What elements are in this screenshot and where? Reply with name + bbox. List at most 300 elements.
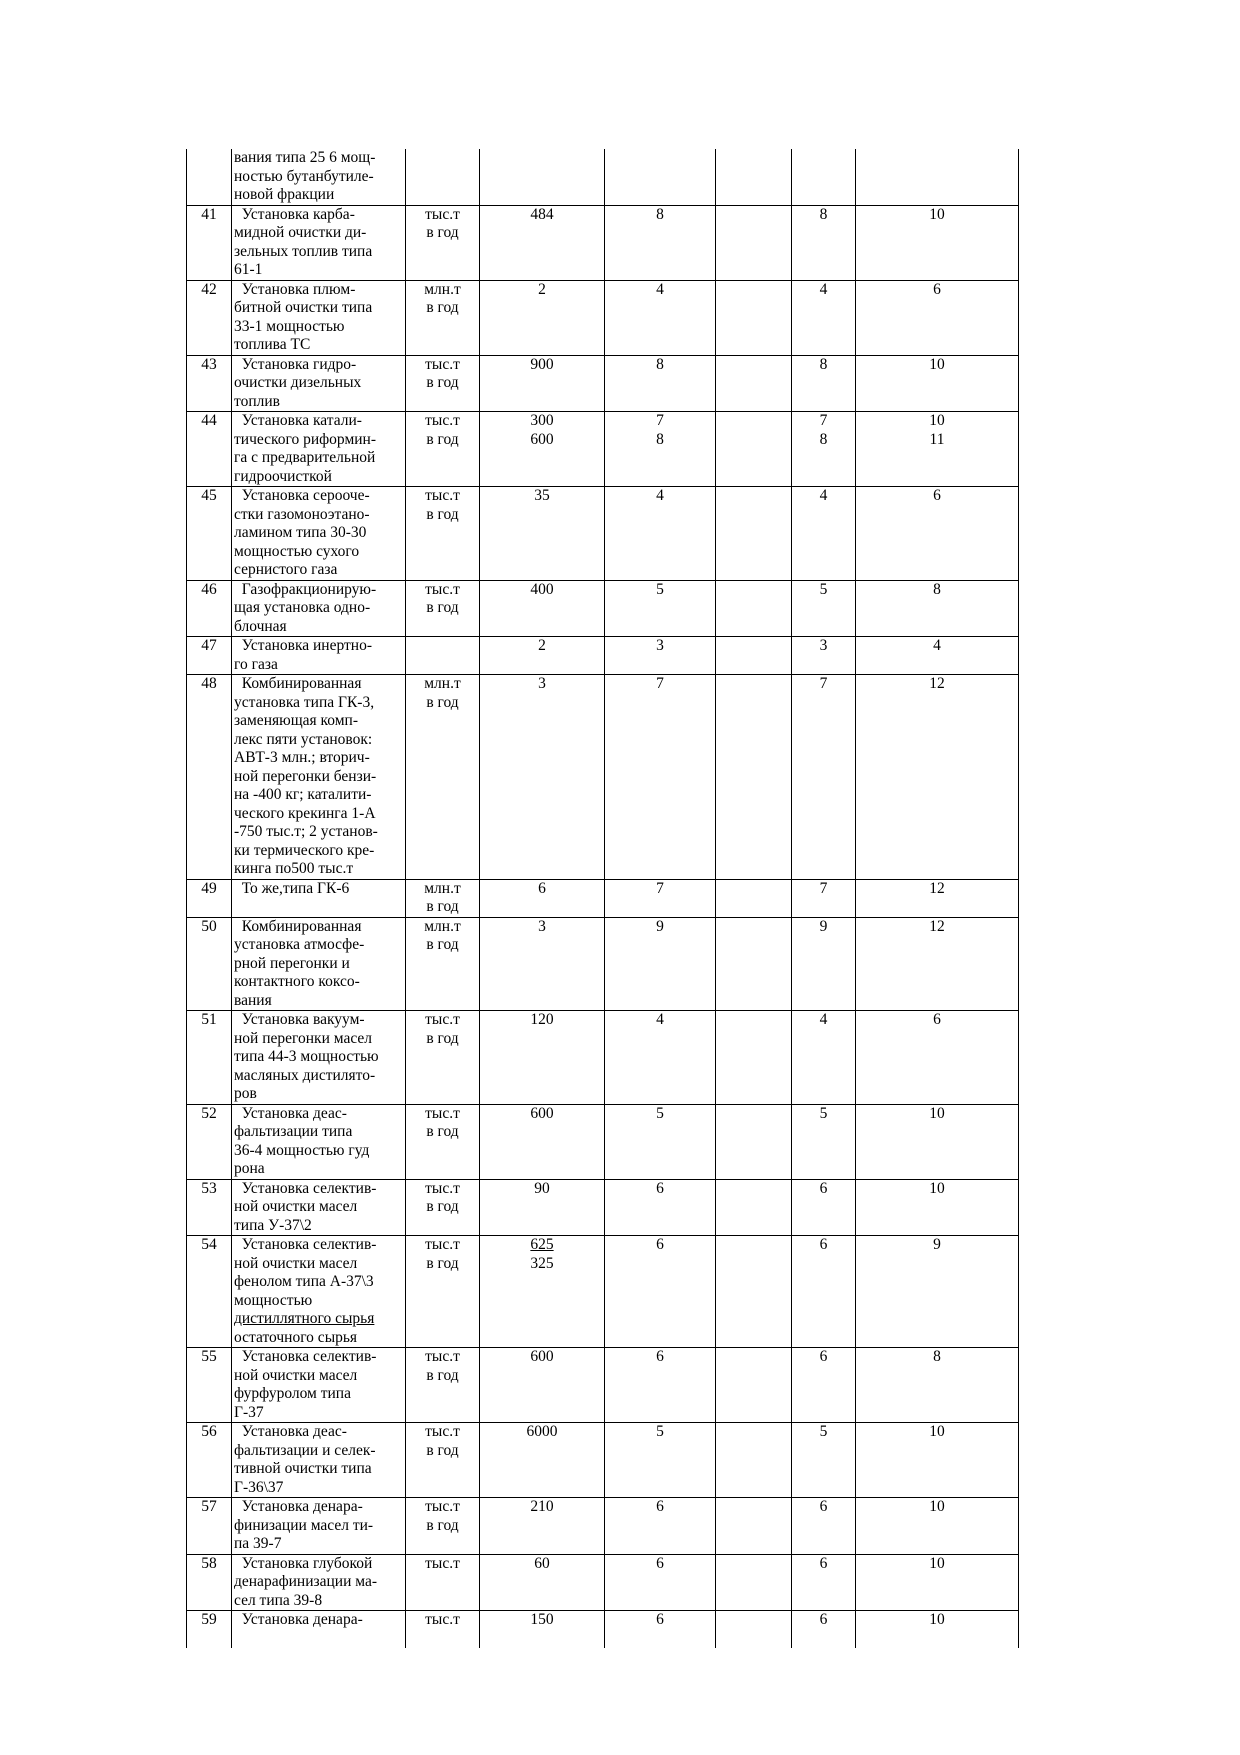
row-number <box>187 412 232 487</box>
value-col-6 <box>792 1011 856 1105</box>
value-col-7-line: 8 <box>933 580 941 598</box>
capacity-cell-line: 600 <box>530 1104 554 1122</box>
value-col-7 <box>856 1236 1019 1348</box>
value-col-4 <box>605 580 716 637</box>
table-row <box>187 1348 1019 1423</box>
value-col-7 <box>856 637 1019 675</box>
value-col-4 <box>605 1236 716 1348</box>
value-col-5-line <box>718 637 789 656</box>
value-col-4-line: 6 <box>656 1554 664 1572</box>
row-number <box>187 917 232 1011</box>
unit-cell-line: тыс.т <box>425 1611 460 1628</box>
value-col-4-line: 7 <box>656 675 664 692</box>
equipment-name-line: Установка плюм- <box>234 280 356 298</box>
unit-cell <box>406 1554 480 1611</box>
value-col-6-line <box>794 149 853 168</box>
value-col-6 <box>792 280 856 355</box>
table-row <box>187 1423 1019 1498</box>
capacity-cell <box>480 637 605 675</box>
equipment-name-line: Комбинированная <box>234 917 362 935</box>
equipment-name-line: АВТ-3 млн.; вторич- <box>234 749 370 766</box>
unit-cell-line <box>408 149 477 168</box>
row-number <box>187 1348 232 1423</box>
table-row <box>187 580 1019 637</box>
equipment-name-line: тивной очистки типа <box>234 1460 372 1477</box>
unit-cell <box>406 280 480 355</box>
value-col-5-line <box>718 356 789 375</box>
equipment-name-line: новой фракции <box>234 186 335 203</box>
equipment-name-line: типа У-37\2 <box>234 1216 312 1234</box>
equipment-name <box>232 580 406 637</box>
equipment-name-line: ной очистки масел <box>234 1198 358 1215</box>
value-col-6-line: 7 <box>819 675 828 692</box>
value-col-4 <box>605 1611 716 1649</box>
capacity-cell-line: 120 <box>530 1011 554 1028</box>
equipment-name-line: 33-1 мощностью <box>234 317 345 335</box>
value-col-7-line: 10 <box>929 1554 945 1572</box>
value-col-4 <box>605 1498 716 1555</box>
value-col-7 <box>856 1179 1019 1236</box>
value-col-4 <box>605 675 716 880</box>
equipment-name-line: вания <box>234 991 272 1009</box>
equipment-name <box>232 637 406 675</box>
value-col-6-line: 6 <box>819 1554 828 1572</box>
equipment-name-line: ров <box>234 1085 257 1102</box>
value-col-7-line: 12 <box>929 917 945 935</box>
equipment-name-line: сел типа 39-8 <box>234 1591 323 1609</box>
equipment-name-line: га с предварительной <box>234 449 376 466</box>
capacity-cell-line: 400 <box>530 580 554 598</box>
equipment-name-line: щая установка одно- <box>234 599 371 616</box>
equipment-name-line: 61-1 <box>234 261 263 278</box>
value-col-7 <box>856 580 1019 637</box>
value-col-4 <box>605 1348 716 1423</box>
value-col-5-line <box>718 412 789 431</box>
equipment-name <box>232 1611 406 1649</box>
value-col-7 <box>856 1104 1019 1179</box>
value-col-4-line: 4 <box>656 280 664 298</box>
capacity-cell <box>480 1104 605 1179</box>
equipment-name-line: битной очистки типа <box>234 299 373 316</box>
value-col-6 <box>792 879 856 917</box>
table-row <box>187 1498 1019 1555</box>
value-col-7-line: 9 <box>933 1236 941 1253</box>
unit-cell <box>406 1423 480 1498</box>
unit-cell-line: млн.т <box>424 675 461 692</box>
capacity-cell-line: 900 <box>530 355 554 373</box>
unit-cell <box>406 1104 480 1179</box>
equipment-name-line: на -400 кг; каталити- <box>234 786 372 803</box>
value-col-7-line <box>858 149 1016 168</box>
equipment-name-line: -750 тыс.т; 2 установ- <box>234 823 378 840</box>
equipment-name-line: установка типа ГК-3, <box>234 693 375 711</box>
table-body <box>187 149 1019 1648</box>
value-col-5 <box>716 879 792 917</box>
value-col-4 <box>605 1554 716 1611</box>
equipment-name-line: фальтизации и селек- <box>234 1441 376 1459</box>
row-number-text: 43 <box>201 355 217 373</box>
unit-cell-line: тыс.т <box>425 580 460 598</box>
capacity-cell-line: 2 <box>538 280 546 298</box>
table-row <box>187 1236 1019 1348</box>
equipment-name-line: кинга по500 тыс.т <box>234 860 354 877</box>
value-col-5 <box>716 205 792 280</box>
equipment-name-line: мощностью <box>234 1291 313 1309</box>
value-col-5-line <box>718 1611 789 1630</box>
equipment-name-line: гидроочисткой <box>234 467 332 485</box>
unit-cell-line: тыс.т <box>425 487 460 504</box>
unit-cell-line <box>408 1630 477 1649</box>
row-number <box>187 149 232 205</box>
table-row <box>187 1179 1019 1236</box>
equipment-name-line: Установка денара- <box>234 1498 363 1515</box>
value-col-6 <box>792 1611 856 1649</box>
unit-cell-line: тыс.т <box>425 1179 460 1197</box>
value-col-4-line: 7 <box>656 412 664 429</box>
equipment-name-line: ной перегонки масел <box>234 1029 373 1047</box>
capacity-cell <box>480 1236 605 1348</box>
value-col-6-line: 6 <box>819 1348 828 1365</box>
capacity-cell-line: 210 <box>530 1498 554 1515</box>
value-col-4-line: 6 <box>656 1498 664 1515</box>
capacity-cell <box>480 1179 605 1236</box>
value-col-4 <box>605 280 716 355</box>
value-col-7-line: 10 <box>929 355 945 373</box>
value-col-5 <box>716 637 792 675</box>
equipment-name <box>232 917 406 1011</box>
row-number-text: 47 <box>201 637 217 654</box>
capacity-cell-line: 625 <box>530 1236 554 1253</box>
value-col-5 <box>716 1179 792 1236</box>
unit-cell-line: в год <box>426 374 459 391</box>
value-col-6-line: 7 <box>819 879 828 897</box>
unit-cell-line: в год <box>426 224 459 241</box>
equipment-name-line: па 39-7 <box>234 1535 282 1552</box>
value-col-6-line: 8 <box>819 205 828 223</box>
capacity-cell-line: 300 <box>530 412 554 429</box>
row-number <box>187 355 232 412</box>
value-col-7-line: 10 <box>929 1179 945 1197</box>
equipment-name-line: ки термического кре- <box>234 841 375 859</box>
row-number <box>187 1236 232 1348</box>
value-col-6 <box>792 1498 856 1555</box>
row-number-text: 53 <box>201 1179 217 1197</box>
equipment-name-line: рной перегонки и <box>234 954 350 972</box>
equipment-name-line: топлива ТС <box>234 336 311 353</box>
unit-cell-line: млн.т <box>424 280 461 298</box>
equipment-name-line: вания типа 25 6 мощ- <box>234 149 376 166</box>
equipment-name <box>232 1236 406 1348</box>
value-col-5-line <box>718 1011 789 1030</box>
value-col-4-line: 6 <box>656 1348 664 1365</box>
capacity-cell <box>480 487 605 581</box>
row-number <box>187 675 232 880</box>
value-col-6 <box>792 355 856 412</box>
value-col-7 <box>856 149 1019 205</box>
unit-cell <box>406 412 480 487</box>
unit-cell-line: млн.т <box>424 917 461 935</box>
row-number-text: 52 <box>201 1104 217 1122</box>
row-number-text: 56 <box>201 1423 217 1440</box>
value-col-6-line: 3 <box>819 637 828 654</box>
value-col-7 <box>856 1011 1019 1105</box>
unit-cell <box>406 205 480 280</box>
unit-cell <box>406 1011 480 1105</box>
value-col-7 <box>856 1498 1019 1555</box>
value-col-7 <box>856 355 1019 412</box>
row-number <box>187 205 232 280</box>
equipment-name <box>232 1011 406 1105</box>
value-col-6-line: 6 <box>819 1179 828 1197</box>
row-number-text: 58 <box>201 1554 217 1572</box>
equipment-name <box>232 1104 406 1179</box>
value-col-6 <box>792 1236 856 1348</box>
capacity-cell <box>480 879 605 917</box>
capacity-cell <box>480 1423 605 1498</box>
capacity-cell <box>480 1611 605 1649</box>
unit-cell <box>406 675 480 880</box>
equipment-name-line: ной очистки масел <box>234 1254 358 1272</box>
value-col-5-line <box>718 1348 789 1367</box>
equipment-name-line: ной перегонки бензи- <box>234 767 377 785</box>
value-col-6 <box>792 1554 856 1611</box>
row-number-text: 45 <box>201 487 217 504</box>
capacity-cell-line: 325 <box>530 1254 554 1272</box>
value-col-7-line: 10 <box>929 1104 945 1122</box>
value-col-6-line: 6 <box>819 1236 828 1253</box>
equipment-name-line: очистки дизельных <box>234 374 362 391</box>
capacity-cell-line: 600 <box>530 430 554 448</box>
equipment-name <box>232 1423 406 1498</box>
value-col-7 <box>856 412 1019 487</box>
equipment-name <box>232 355 406 412</box>
value-col-7 <box>856 1348 1019 1423</box>
table-row <box>187 675 1019 880</box>
row-number-text: 50 <box>201 917 217 935</box>
value-col-5-line <box>718 281 789 300</box>
capacity-cell-line: 90 <box>534 1179 550 1197</box>
value-col-5 <box>716 580 792 637</box>
value-col-7-line: 12 <box>929 879 945 897</box>
value-col-6 <box>792 1348 856 1423</box>
equipment-name-line: лекс пяти установок: <box>234 730 373 748</box>
unit-cell-line: в год <box>426 299 459 316</box>
equipment-name-line: Установка селектив- <box>234 1348 377 1365</box>
value-col-6 <box>792 205 856 280</box>
equipment-name <box>232 1348 406 1423</box>
capacity-cell <box>480 1011 605 1105</box>
value-col-4 <box>605 149 716 205</box>
value-col-7-line: 6 <box>933 280 941 298</box>
value-col-4-line: 6 <box>656 1236 664 1253</box>
capacity-cell <box>480 675 605 880</box>
value-col-4-line: 6 <box>656 1179 664 1197</box>
value-col-5-line <box>718 675 789 694</box>
row-number <box>187 1104 232 1179</box>
equipment-name-line: установка атмосфе- <box>234 936 365 953</box>
value-col-5-line <box>718 206 789 225</box>
unit-cell-line: тыс.т <box>425 1236 460 1253</box>
value-col-5-line <box>718 581 789 600</box>
value-col-4-line: 8 <box>656 355 664 373</box>
equipment-name <box>232 675 406 880</box>
equipment-name-line: блочная <box>234 617 287 635</box>
value-col-6-line: 7 <box>819 412 828 429</box>
table-row <box>187 149 1019 205</box>
value-col-6-line: 5 <box>819 1423 828 1440</box>
equipment-name-line: 36-4 мощностью гуд <box>234 1141 370 1159</box>
equipment-name-line: стки газомоноэтано- <box>234 505 370 523</box>
value-col-6-line: 9 <box>819 917 828 935</box>
capacity-cell-line: 6000 <box>526 1423 558 1440</box>
table-row <box>187 1611 1019 1649</box>
row-number <box>187 1554 232 1611</box>
equipment-table <box>186 149 1019 1648</box>
row-number-text: 41 <box>201 205 217 223</box>
row-number <box>187 1011 232 1105</box>
value-col-4-line: 5 <box>656 580 664 598</box>
capacity-cell <box>480 1498 605 1555</box>
equipment-name-line: дистиллятного сырья <box>234 1310 375 1327</box>
row-number-text: 51 <box>201 1011 217 1028</box>
value-col-6-line: 5 <box>819 1104 828 1122</box>
value-col-7 <box>856 675 1019 880</box>
equipment-name-line: Установка серооче- <box>234 487 370 504</box>
equipment-name <box>232 879 406 917</box>
equipment-name <box>232 280 406 355</box>
table-row <box>187 412 1019 487</box>
unit-cell-line: в год <box>426 1123 459 1140</box>
unit-cell-line: тыс.т <box>425 1423 460 1440</box>
equipment-name <box>232 1498 406 1555</box>
row-number-text: 55 <box>201 1348 217 1365</box>
equipment-name-line: Г-37 <box>234 1403 264 1421</box>
capacity-cell-line: 3 <box>538 675 546 692</box>
unit-cell <box>406 355 480 412</box>
value-col-4 <box>605 917 716 1011</box>
row-number-text: 48 <box>201 675 217 692</box>
value-col-4-line: 3 <box>656 637 664 654</box>
value-col-6 <box>792 149 856 205</box>
equipment-name-line: фальтизации типа <box>234 1123 353 1140</box>
table-row <box>187 637 1019 675</box>
unit-cell <box>406 580 480 637</box>
unit-cell-line <box>408 637 477 656</box>
unit-cell <box>406 1179 480 1236</box>
unit-cell-line: в год <box>426 898 459 915</box>
value-col-4-line <box>607 149 713 168</box>
equipment-name-line: Установка селектив- <box>234 1179 377 1197</box>
value-col-7-line: 11 <box>929 430 945 448</box>
value-col-7 <box>856 917 1019 1011</box>
capacity-cell-line: 2 <box>538 637 546 654</box>
value-col-5 <box>716 917 792 1011</box>
equipment-name-line: сернистого газа <box>234 561 338 578</box>
equipment-name-line: заменяющая комп- <box>234 712 358 729</box>
value-col-4-line: 4 <box>656 487 664 504</box>
capacity-cell-line: 600 <box>530 1348 554 1365</box>
unit-cell <box>406 149 480 205</box>
capacity-cell <box>480 1554 605 1611</box>
unit-cell-line: в год <box>426 693 459 711</box>
value-col-4-line: 6 <box>656 1611 664 1628</box>
value-col-4 <box>605 1423 716 1498</box>
value-col-4-line: 7 <box>656 879 664 897</box>
value-col-7 <box>856 487 1019 581</box>
table-row <box>187 917 1019 1011</box>
value-col-4 <box>605 1104 716 1179</box>
value-col-5 <box>716 1236 792 1348</box>
row-number <box>187 1179 232 1236</box>
value-col-6 <box>792 487 856 581</box>
unit-cell <box>406 1348 480 1423</box>
capacity-cell-line <box>482 149 602 168</box>
unit-cell <box>406 1498 480 1555</box>
row-number-text: 49 <box>201 879 217 897</box>
unit-cell <box>406 917 480 1011</box>
value-col-4-line: 8 <box>656 430 664 448</box>
value-col-7-line: 4 <box>933 637 941 654</box>
value-col-6-line: 6 <box>819 1611 828 1628</box>
table-row <box>187 879 1019 917</box>
unit-cell-line: тыс.т <box>425 1348 460 1365</box>
value-col-5-line <box>718 1555 789 1574</box>
capacity-cell-line: 484 <box>530 205 554 223</box>
equipment-name-line: То же,типа ГК-6 <box>234 879 350 897</box>
capacity-cell <box>480 580 605 637</box>
row-number-text: 59 <box>201 1611 217 1628</box>
row-number-text: 44 <box>201 412 217 429</box>
unit-cell-line: в год <box>426 1029 459 1047</box>
unit-cell-line: в год <box>426 599 459 616</box>
equipment-name-line: типа 44-3 мощностью <box>234 1048 379 1065</box>
unit-cell-line: тыс.т <box>425 1498 460 1515</box>
capacity-cell <box>480 280 605 355</box>
value-col-6-line: 8 <box>819 355 828 373</box>
value-col-6-line: 4 <box>819 280 828 298</box>
value-col-6 <box>792 1423 856 1498</box>
capacity-cell-line: 6 <box>538 879 546 897</box>
equipment-name-line: Установка деас- <box>234 1104 347 1122</box>
value-col-5-line <box>718 1498 789 1517</box>
unit-cell-line: в год <box>426 936 459 953</box>
equipment-name-line: Комбинированная <box>234 675 362 692</box>
unit-cell-line <box>408 656 477 675</box>
value-col-5-line <box>718 918 789 937</box>
value-col-7-line: 10 <box>929 1498 945 1515</box>
equipment-name-line: ной очистки масел <box>234 1366 358 1384</box>
value-col-5-line <box>718 149 789 168</box>
unit-cell <box>406 879 480 917</box>
row-number <box>187 879 232 917</box>
equipment-name-line: топлив <box>234 392 280 410</box>
unit-cell <box>406 487 480 581</box>
capacity-cell <box>480 917 605 1011</box>
equipment-name-line: остаточного сырья <box>234 1328 358 1346</box>
unit-cell-line: млн.т <box>424 879 461 897</box>
equipment-name-line: рона <box>234 1160 265 1177</box>
value-col-5 <box>716 355 792 412</box>
value-col-7-line: 8 <box>933 1348 941 1365</box>
equipment-name-line: мидной очистки ди- <box>234 224 367 241</box>
equipment-name-line: Установка глубокой <box>234 1554 373 1572</box>
equipment-name-line: Установка вакуум- <box>234 1011 365 1028</box>
table-row <box>187 355 1019 412</box>
value-col-5-line <box>718 1236 789 1255</box>
value-col-6 <box>792 412 856 487</box>
unit-cell-line: тыс.т <box>425 1011 460 1028</box>
table-row <box>187 1011 1019 1105</box>
